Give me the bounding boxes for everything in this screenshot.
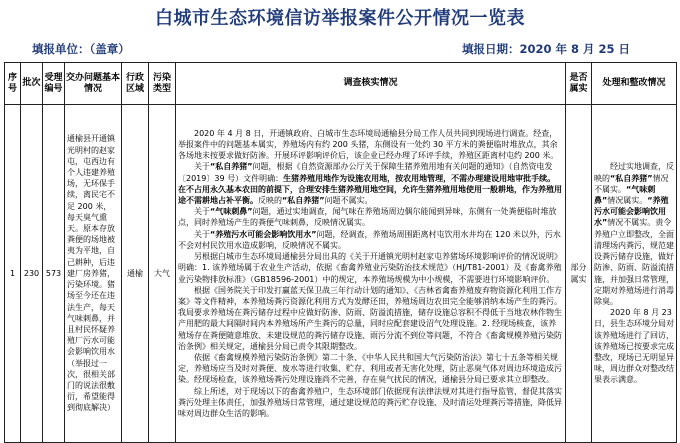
investigation-para-5: 另根据白城市生态环境局通榆县分局出具的《关于开通镇光明村赵家屯养猪场环境影响评价的情况说明》明确：1. 该养殖场属于农业生产活动，依据《畜禽养殖业污染防治技术规范》（HJ/T81-2001）及《畜禽养殖业污染物排放标准》（GB18596-2001）中的规定，本养殖场规模为中小规模，不需要进行环境影响评价。 (178, 252, 562, 284)
investigation-para-4: 关于“养殖污水可能会影响饮用水”问题，经调查，养殖场周围距离村屯饮用水井均在 120 米以外，污水不会对村民饮用水造成影响，反映情况不属实。 (178, 229, 561, 250)
investigation-para-1: 2020 年 4 月 8 日，开通镇政府、白城市生态环境局通榆县分局工作人员共同到现场进行调查。经查，举报案件中的问题基本属实，养殖场内有约 200 头猪，东侧设有一处约 30 平方米的粪便临时堆放点，其余各场地未按要求做好防渗。开展环评影响评价后，该企业已经办理了环评手续，养殖区距离村屯约 200 米。 (178, 128, 559, 161)
col-header-receipt-no: 受理编号 (43, 63, 65, 105)
col-header-investigation: 调查核实情况 (176, 63, 566, 105)
cell-receipt-no: 573 (43, 105, 65, 443)
cell-region: 通榆 (122, 105, 149, 443)
handling-para-1: 经过实地调查，反映的“私自养猪”情况不属实。“气味刺鼻”情况属实。“养殖污水可能会影响饮用水”情况不属实。责令养殖户立即整改，全面清理场内粪污，规范建设粪污储存设施，做好防渗、防雨、防溢流措施，并加强日常管理，定期对养殖场进行消毒除臭。 (594, 162, 674, 306)
investigation-para-6: 根据《国务院关于印发打赢蓝天保卫战三年行动计划的通知》、《吉林省禽畜养殖废弃物资源化利用工作方案》等文件精神，本养殖场粪污资源化利用方式为发酵还田，养殖场周边农田完全能够消纳本场产生的粪污。我局要求养殖场在粪污储存过程中应做好防渗、防雨、防溢流措施，储存设施总容积不得低于当地农林作物生产用肥的最大间隔时间内本养殖场所产生粪污的总量，同时应配套建设沼气处理设施。2. 经现场核查，该养殖场存在粪便随意堆放、未建设规范的粪污储存设施、雨污分流不到位等问题，不符合《畜禽规模养殖污染防治条例》相关规定，通榆县分局已责令其限期整改。 (178, 285, 562, 351)
col-header-pollution-type: 污染类型 (149, 63, 176, 105)
col-header-handling: 处理和整改情况 (592, 63, 677, 105)
col-header-verified: 是否属实 (566, 63, 592, 105)
page-title: 白城市生态环境信访举报案件公开情况一览表 (155, 8, 525, 29)
investigation-para-7: 依据《畜禽规模养殖污染防治条例》第二十条、《中华人民共和国大气污染防治法》第七十五条等相关规定，养殖场应当及时对粪便、废水等进行收集、贮存、利用或者无害化处理，防止恶臭气体对周边环境造成污染。经现场检查，该养殖场粪污处理设施尚不完善，存在臭气扰民的情况，通榆县分局已要求其立即整改。 (178, 352, 562, 385)
investigation-para-8: 综上所述，对于现场以下的畜禽养殖户，生态环境部门依据现有法律法规对其进行指导监管，督促其落实粪污处理主体责任，加强养殖场日常管理，通过建设规范的粪污贮存设施、及时清运处理粪污等措施，降低异味对周边群众生活的影响。 (178, 386, 562, 418)
reporting-unit: 填报单位：（盖章） (32, 42, 130, 56)
cell-batch: 230 (21, 105, 43, 443)
table-header-row (5, 63, 677, 105)
investigation-para-2: 关于“私自养猪”问题，根据《自然资源部办公厅关于保障生猪养殖用地有关问题的通知》（自然资电发〔2019〕39 号）文件明确：生猪养殖用地作为设施农用地，按农用地管理，不需办理建设用地审批手续。在不占用永久基本农田的前提下，合理安排生猪养殖用地空间，允许生猪养殖用地使用一般耕地，作为养殖用途不需耕地占补平衡。反映的“私自养猪”问题不属实。 (178, 162, 562, 206)
cell-pollution-type: 大气 (149, 105, 176, 443)
cell-seq: 1 (5, 105, 21, 443)
handling-para-2: 2020 年 8 月 23 日，县生态环境分局对该养殖场进行了回访，该养殖场已按要求完成整改，现场已无明显异味，周边群众对整改结果表示满意。 (594, 308, 674, 385)
cell-verified: 部分属实 (566, 105, 592, 443)
col-header-region: 行政区域 (122, 63, 149, 105)
reporting-date: 填报日期：2020 年 8 月 25 日 (462, 42, 631, 56)
cell-handling (592, 105, 677, 443)
case-table (4, 62, 677, 443)
col-header-issue: 交办问题基本情况 (65, 63, 122, 105)
cell-investigation (176, 105, 566, 443)
col-header-seq: 序号 (5, 63, 21, 105)
table-row (5, 105, 677, 443)
cell-issue: 通榆县开通镇光明村的赵家屯，屯西边有个人违建养殖场，无环保手续，离民宅不足 200 米，每天臭气熏天。原本存放粪便的场地被夷为平地，自己耕种，后违建厂房养猪，污染环境。猪场至今还在违法生产，每天气味刺鼻，并且村民怀疑养殖厂污水可能会影响饮用水（举报过一次，很相关部门的说法很敷衍，希望能得到彻底解决） (65, 105, 122, 443)
col-header-batch: 批次 (21, 63, 43, 105)
investigation-para-3: 关于“气味刺鼻”问题，通过实地调查，闻气味在养殖场周边偶尔能闻到异味，东侧有一处粪便临时堆放点，同时养殖场产生的粪便气味刺鼻，反映情况属实。 (178, 207, 557, 228)
